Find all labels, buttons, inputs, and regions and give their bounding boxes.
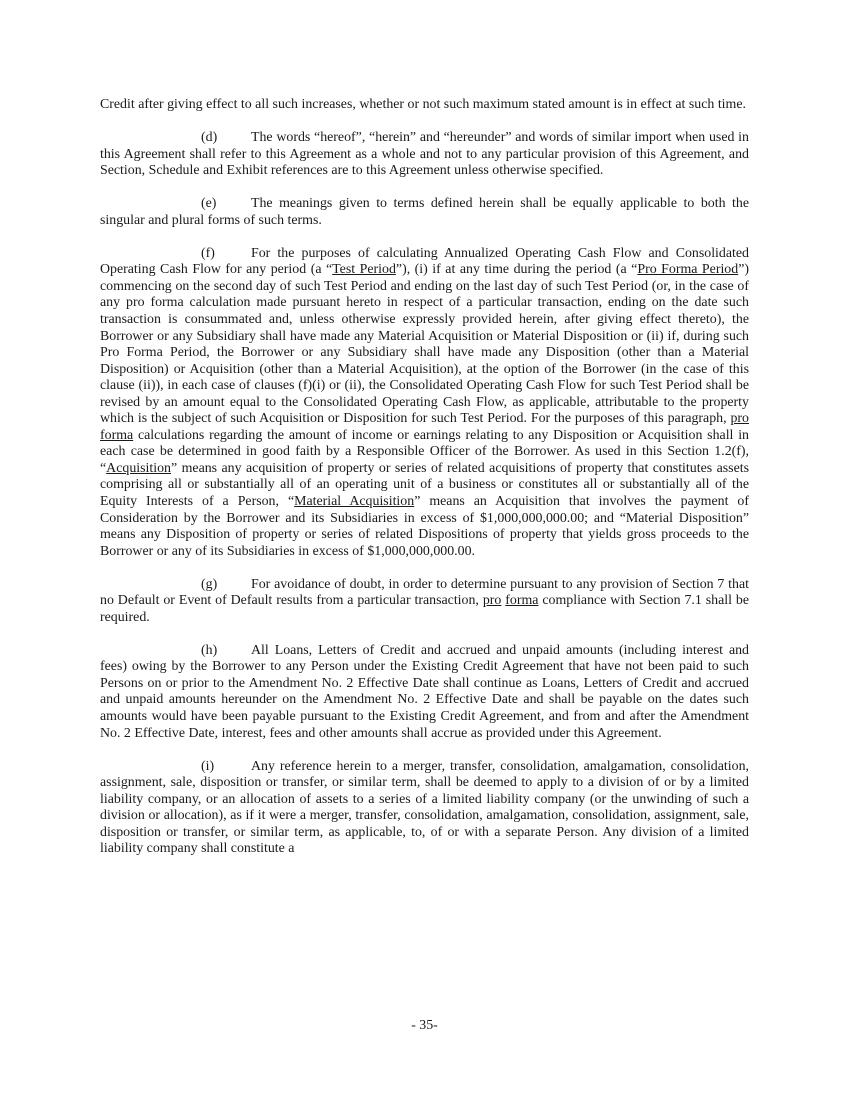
paragraph-text: calculations regarding the amount of income or earnings relating to any Disposition or Acquisition shall in each case be determined in good faith by a Responsible Officer of the Borrower. As used in this Section 1.2(f), “ <box>100 427 749 476</box>
paragraph-text: compliance with Section 7.1 shall be required. <box>100 593 749 625</box>
paragraph-text: All Loans, Letters of Credit and accrued and unpaid amounts (including interest and fees) owing by the Borrower to any Person under the Existing Credit Agreement that have not been paid to such Persons on or prior to the Amendment No. 2 Effective Date shall continue as Loans, Letters of Credit and accrued and unpaid amounts hereunder on the Amendment No. 2 Effective Date and shall be payable on the dates such amounts would have been payable pursuant to the Existing Credit Agreement, and from and after the Amendment No. 2 Effective Date, interest, fees and other amounts shall accrue as provided under this Agreement. <box>100 642 749 741</box>
defined-term-test-period: Test Period <box>332 262 396 278</box>
paragraph-e <box>100 196 749 229</box>
paragraph-d <box>100 130 749 180</box>
paragraph-label: (i) <box>201 758 215 774</box>
paragraph-text: Credit after giving effect to all such increases, whether or not such maximum stated amount is in effect at such time. <box>100 97 746 112</box>
paragraph-text: The meanings given to terms defined herein shall be equally applicable to both the singular and plural forms of such terms. <box>100 196 749 228</box>
paragraph-label: (h) <box>201 642 218 658</box>
paragraph-text: ” means an Acquisition that involves the payment of Consideration by the Borrower and its Subsidiaries in excess of $1,000,000,000.00; and “Material Disposition” means any Disposition of property or series of related Dispositions of property that yields gross proceeds to the Borrower or any of its Subsidiaries in excess of $1,000,000,000.00. <box>100 493 749 559</box>
paragraph-text: ”) commencing on the second day of such Test Period and ending on the last day of such Test Period (or, in the case of any pro forma calculation made pursuant hereto in respect of a particular transaction, ending on the date such transaction is consummated and, unless otherwise expressly provided herein, after giving effect thereto), the Borrower or any Subsidiary shall have made any Material Acquisition or Material Disposition or (ii) if, during such Pro Forma Period, the Borrower or any Subsidiary shall have made any Disposition (other than a Material Disposition) or Acquisition (other than a Material Acquisition), at the option of the Borrower (in the case of this clause (ii)), in each case of clauses (f)(i) or (ii), the Consolidated Operating Cash Flow for such Test Period shall be revised by an amount equal to the Consolidated Operating Cash Flow, as applicable, attributable to the property which is the subject of such Acquisition or Disposition for such Test Period. For the purposes of this paragraph, <box>100 262 749 427</box>
paragraph-label: (f) <box>201 245 215 261</box>
paragraph-h <box>100 643 749 742</box>
paragraph-label: (g) <box>201 576 218 592</box>
paragraph-text: The words “hereof”, “herein” and “hereunder” and words of similar import when used in this Agreement shall refer to this Agreement as a whole and not to any particular provision of this Agreement, and Section, Schedule and Exhibit references are to this Agreement unless otherwise specified. <box>100 130 749 179</box>
emphasis-forma: forma <box>100 427 134 443</box>
paragraph-text: ”), (i) if at any time during the period (a “ <box>395 262 638 278</box>
page-number: - 35- <box>411 1018 438 1033</box>
emphasis-pro: pro <box>482 593 502 609</box>
defined-term-acquisition: Acquisition <box>106 460 171 476</box>
paragraph-label: (e) <box>201 196 217 212</box>
defined-term-pro-forma-period: Pro Forma Period <box>637 262 739 278</box>
defined-term-material-acquisition: Material Acquisition <box>294 493 415 509</box>
emphasis-pro: pro <box>730 411 749 427</box>
paragraph-f <box>100 246 749 560</box>
paragraph-label: (d) <box>201 130 218 146</box>
document-body <box>100 97 749 874</box>
emphasis-forma: forma <box>505 593 539 609</box>
paragraph-i <box>100 759 749 858</box>
paragraph-text: For avoidance of doubt, in order to determine pursuant to any provision of Section 7 that no Default or Event of Default results from a particular transaction, <box>100 576 749 609</box>
paragraph-g <box>100 577 749 627</box>
paragraph-text: For the purposes of calculating Annualized Operating Cash Flow and Consolidated Operating Cash Flow for any period (a “ <box>100 245 749 278</box>
paragraph-text: ” means any acquisition of property or series of related acquisitions of property that constitutes assets comprising all or substantially all of an operating unit of a business or constitutes all or substantially all of the Equity Interests of a Person, “ <box>100 460 749 509</box>
paragraph-text: Any reference herein to a merger, transfer, consolidation, amalgamation, consolidation, assignment, sale, disposition or transfer, or similar term, shall be deemed to apply to a division of or by a limited liability company, or an allocation of assets to a series of a limited liability company (or the unwinding of such a division or allocation), as if it were a merger, transfer, consolidation, amalgamation, consolidation, assignment, sale, disposition or transfer, or similar term, as applicable, to, of or with a separate Person. Any division of a limited liability company shall constitute a <box>100 758 749 857</box>
paragraph-intro <box>100 97 749 114</box>
